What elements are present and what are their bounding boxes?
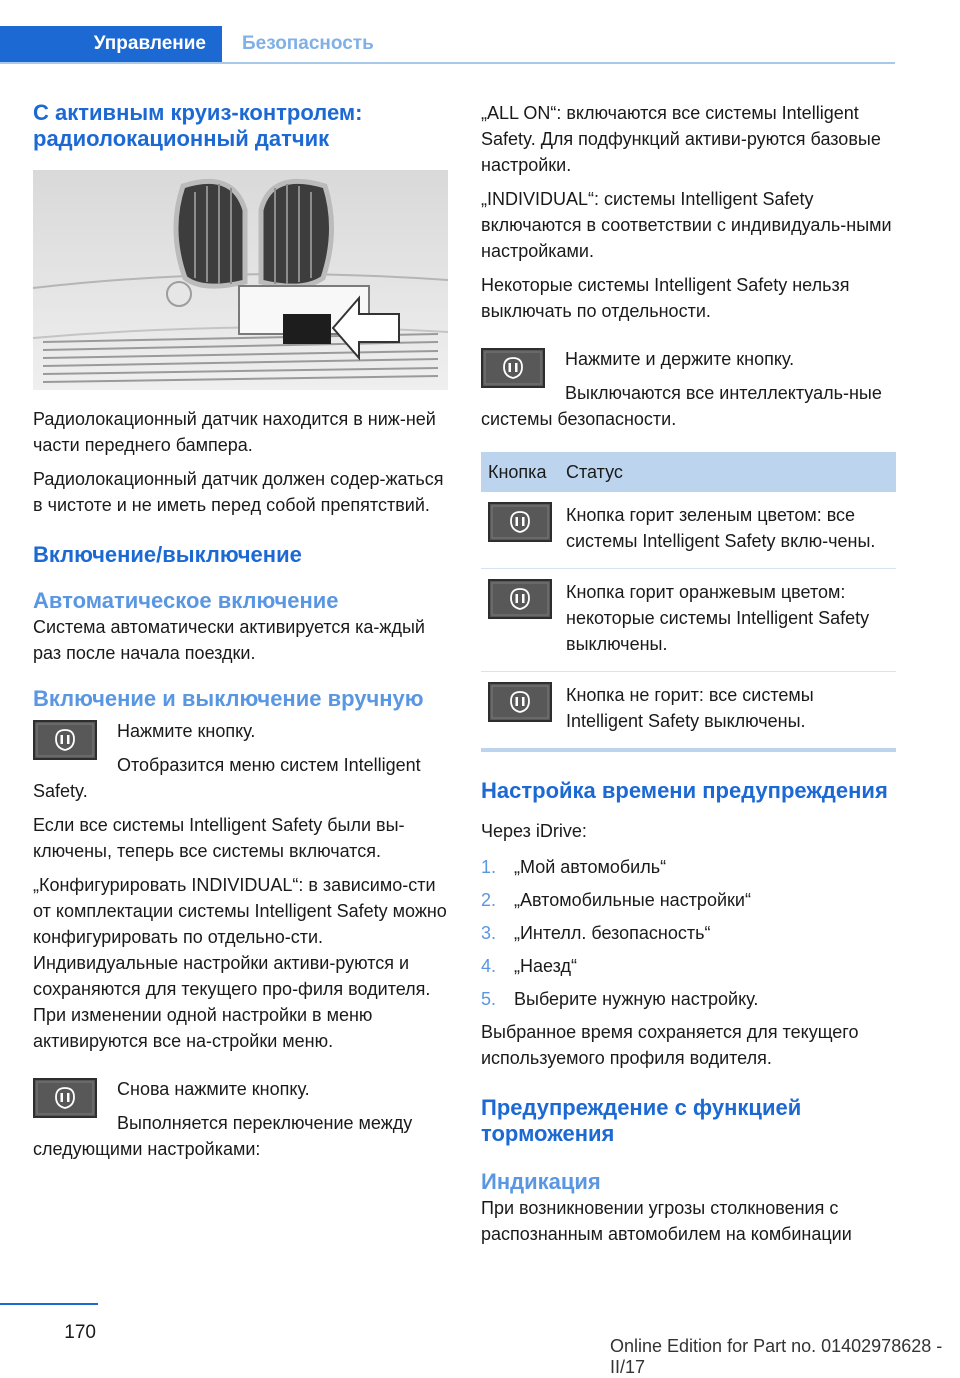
intelligent-safety-button-icon xyxy=(33,1078,97,1118)
bumper-radar-photo xyxy=(33,170,448,390)
list-item xyxy=(481,986,896,1012)
sensor-location-text: Радиолокационный датчик находится в ниж-ней части переднего бампера. xyxy=(33,409,436,455)
configure-individual-text: „Конфигурировать INDIVIDUAL“: в зависимо-сти от комплектации системы Intelligent Safety можно конфигурировать по отдельно-сти. Индивидуальные настройки активи-руются и сохраняются для текущего про-филя водителя. При изменении одной настройки в меню активируются все на-стройки меню. xyxy=(33,875,447,1051)
indication-heading: Индикация xyxy=(481,1169,601,1194)
footer-rule xyxy=(0,1303,98,1305)
toggle-settings-text: Выполняется переключение между следующими настройками: xyxy=(33,1113,413,1159)
auto-on-heading: Автоматическое включение xyxy=(33,588,339,613)
again-press-text: Снова нажмите кнопку. xyxy=(117,1079,310,1099)
button-cell xyxy=(481,672,559,749)
step-number: 3. xyxy=(481,923,497,943)
step-text: „Автомобильные настройки“ xyxy=(514,890,751,910)
manual-press-block xyxy=(33,718,448,804)
step-number: 2. xyxy=(481,890,497,910)
manual-all-on-text: Если все системы Intelligent Safety были вы-ключены, теперь все системы включатся. xyxy=(33,815,405,861)
indication-text: При возникновении угрозы столкновения с распознанным автомобилем на комбинации xyxy=(481,1198,852,1244)
step-text: Выберите нужную настройку. xyxy=(514,989,759,1009)
intelligent-safety-button-icon xyxy=(488,502,552,542)
timing-heading: Настройка времени предупреждения xyxy=(481,778,888,803)
hold-press-block xyxy=(481,346,896,432)
all-off-text: Выключаются все интеллектуаль-ные системы безопасности. xyxy=(481,383,882,429)
button-cell xyxy=(481,569,559,672)
status-cell: Кнопка не горит: все системы Intelligent Safety выключены. xyxy=(566,685,814,731)
sensor-clean-text: Радиолокационный датчик должен содер-жаться в чистоте и не иметь перед собой препятствий. xyxy=(33,469,444,515)
button-status-table xyxy=(481,452,896,748)
table-header-row xyxy=(481,452,896,492)
column-header-status: Статус xyxy=(559,452,896,492)
some-systems-text: Некоторые системы Intelligent Safety нельзя выключать по отдельности. xyxy=(481,275,850,321)
tab-control[interactable]: Управление xyxy=(0,26,222,62)
idrive-steps xyxy=(481,854,896,1012)
manual-press-text: Нажмите кнопку. xyxy=(117,721,256,741)
right-column xyxy=(481,100,896,1247)
left-column xyxy=(33,100,448,1162)
step-number: 4. xyxy=(481,956,497,976)
edition-text: Online Edition for Part no. 01402978628 - II/17 xyxy=(610,1336,943,1377)
step-text: „Интелл. безопасность“ xyxy=(514,923,711,943)
hold-press-text: Нажмите и держите кнопку. xyxy=(565,349,795,369)
status-cell: Кнопка горит зеленым цветом: все системы Intelligent Safety вклю-чены. xyxy=(559,492,896,569)
tab-safety[interactable]: Безопасность xyxy=(242,33,374,54)
list-item xyxy=(481,887,896,913)
list-item xyxy=(481,920,896,946)
table-row xyxy=(481,672,896,749)
page-number: 170 xyxy=(64,1322,96,1343)
intelligent-safety-button-icon xyxy=(481,348,545,388)
all-on-text: „ALL ON“: включаются все системы Intelligent Safety. Для подфункций активи-руются базовые настройки. xyxy=(481,103,881,175)
list-item xyxy=(481,953,896,979)
table-row xyxy=(481,492,896,569)
table-row xyxy=(481,569,896,672)
step-number: 5. xyxy=(481,989,497,1009)
idrive-intro: Через iDrive: xyxy=(481,821,587,841)
individual-text: „INDIVIDUAL“: системы Intelligent Safety включаются в соответствии с индивидуаль-ными настройками. xyxy=(481,189,892,261)
status-cell: Кнопка горит оранжевым цветом: некоторые системы Intelligent Safety выключены. xyxy=(559,569,896,672)
manual-heading: Включение и выключение вручную xyxy=(33,686,424,711)
sensor-heading: С активным круиз-контролем: радиолокационный датчик xyxy=(33,100,363,151)
intelligent-safety-button-icon xyxy=(488,682,552,722)
timing-saved-text: Выбранное время сохраняется для текущего используемого профиля водителя. xyxy=(481,1022,859,1068)
table-bottom-rule xyxy=(481,748,896,752)
auto-on-text: Система автоматически активируется ка-ждый раз после начала поездки. xyxy=(33,617,425,663)
onoff-heading: Включение/выключение xyxy=(33,542,302,567)
manual-menu-text: Отобразится меню систем Intelligent Safety. xyxy=(33,755,421,801)
step-number: 1. xyxy=(481,857,497,877)
intelligent-safety-button-icon xyxy=(33,720,97,760)
step-text: „Мой автомобиль“ xyxy=(514,857,667,877)
step-text: „Наезд“ xyxy=(514,956,577,976)
list-item xyxy=(481,854,896,880)
button-cell xyxy=(481,492,559,569)
column-header-button: Кнопка xyxy=(481,452,559,492)
again-press-block xyxy=(33,1076,448,1162)
brake-warning-heading: Предупреждение с функцией торможения xyxy=(481,1095,802,1146)
chapter-tabs xyxy=(0,26,895,64)
intelligent-safety-button-icon xyxy=(488,579,552,619)
